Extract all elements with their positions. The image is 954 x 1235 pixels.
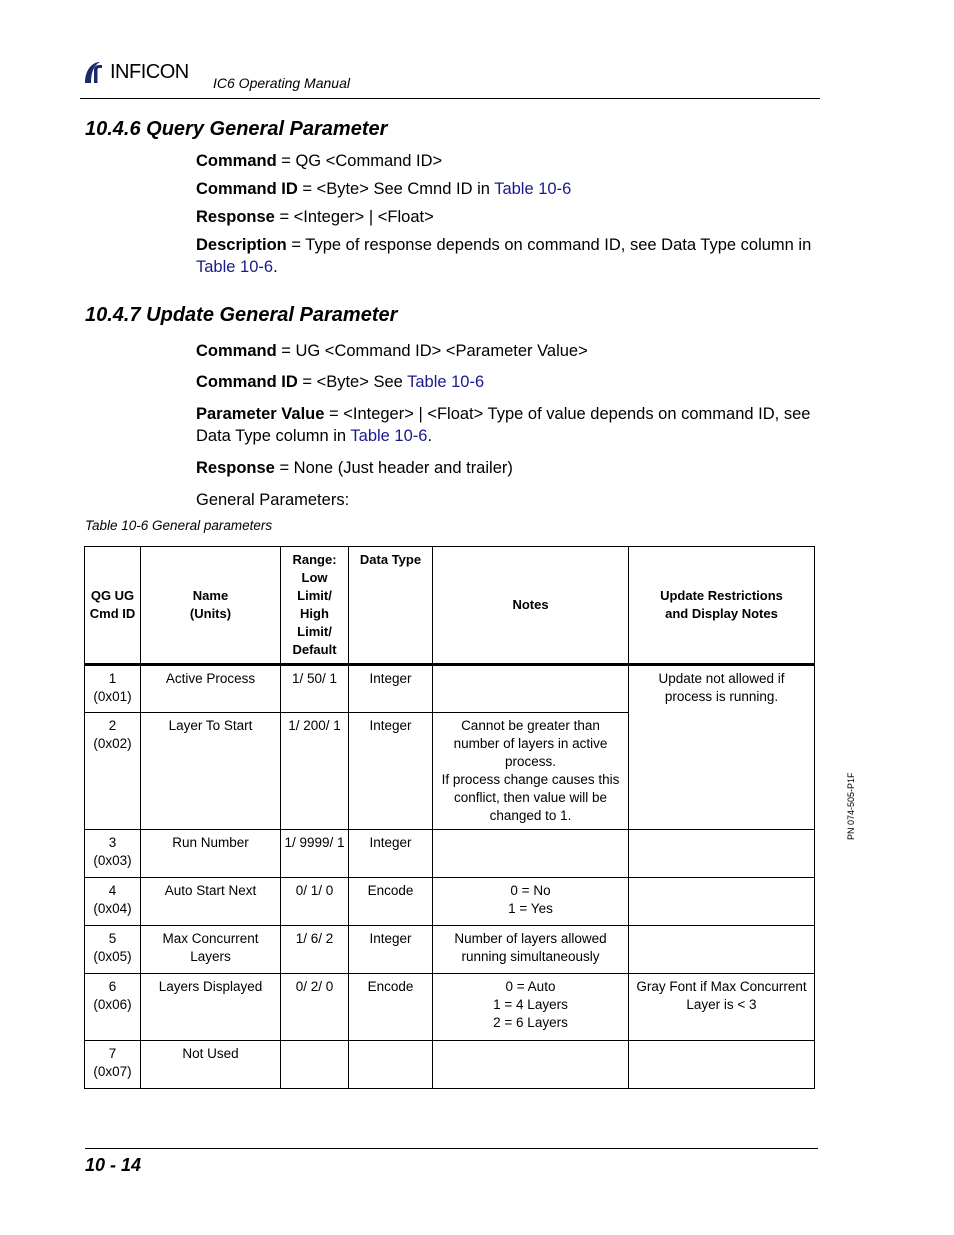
header-data-type: Data Type: [349, 547, 433, 665]
update-cmdid-line: [196, 371, 816, 393]
update-response-line: [196, 457, 816, 479]
label: Command ID: [196, 180, 298, 198]
table-row: [85, 878, 815, 926]
cell-data-type: Integer: [349, 830, 433, 878]
cell-name: Auto Start Next: [141, 878, 281, 926]
logo-text: INFICON: [110, 60, 189, 83]
cell-cmd-id: 4 (0x04): [85, 878, 141, 926]
label: Response: [196, 208, 275, 226]
header-notes: Notes: [433, 547, 629, 665]
cell-cmd-id: 6 (0x06): [85, 974, 141, 1041]
section-heading-update: 10.4.7 Update General Parameter: [85, 304, 398, 326]
manual-title: IC6 Operating Manual: [213, 75, 350, 91]
cell-data-type: Integer: [349, 926, 433, 974]
cell-cmd-id: 5 (0x05): [85, 926, 141, 974]
cell-data-type: [349, 1041, 433, 1089]
cell-range: 1/ 50/ 1: [281, 665, 349, 713]
cell-data-type: Encode: [349, 878, 433, 926]
table-row: [85, 926, 815, 974]
update-command-line: [196, 340, 816, 362]
query-description-line: [196, 234, 816, 278]
cell-range: 1/ 200/ 1: [281, 713, 349, 830]
cell-range: 0/ 2/ 0: [281, 974, 349, 1041]
cell-name: Layer To Start: [141, 713, 281, 830]
cell-notes: Number of layers allowed running simultaneously: [433, 926, 629, 974]
inficon-logo-icon: [82, 60, 108, 84]
text: = QG <Command ID>: [276, 152, 443, 170]
table-link[interactable]: Table 10-6: [196, 258, 274, 276]
cell-update-restrictions: [629, 1041, 815, 1089]
cell-update-restrictions: [629, 878, 815, 926]
cell-update-restrictions: [629, 830, 815, 878]
cell-cmd-id: 3 (0x03): [85, 830, 141, 878]
table-header-row: [85, 547, 815, 665]
cell-range: [281, 1041, 349, 1089]
cell-notes: [433, 830, 629, 878]
cell-data-type: Encode: [349, 974, 433, 1041]
label: Command: [196, 152, 277, 170]
text: = UG <Command ID> <Parameter Value>: [276, 342, 588, 360]
cell-notes: Cannot be greater than number of layers in active process. If process change causes this conflict, then value will be changed to 1.: [433, 713, 629, 830]
table-row: [85, 665, 815, 713]
table-link[interactable]: Table 10-6: [350, 427, 428, 445]
section-heading-query: 10.4.6 Query General Parameter: [85, 118, 388, 140]
cell-notes: 0 = Auto 1 = 4 Layers 2 = 6 Layers: [433, 974, 629, 1041]
footer-rule: [85, 1148, 818, 1149]
cell-notes: [433, 665, 629, 713]
query-response-line: [196, 206, 816, 228]
text: = <Integer> | <Float>: [274, 208, 434, 226]
header-range: Range: Low Limit/ High Limit/ Default: [281, 547, 349, 665]
header-name: Name (Units): [141, 547, 281, 665]
label: Command: [196, 342, 277, 360]
general-parameters-table: [84, 546, 815, 1089]
cell-data-type: Integer: [349, 665, 433, 713]
label: Description: [196, 236, 287, 254]
cell-range: 1/ 6/ 2: [281, 926, 349, 974]
text: = <Byte> See: [297, 373, 408, 391]
cell-update-restrictions: Gray Font if Max Concurrent Layer is < 3: [629, 974, 815, 1041]
cell-name: Layers Displayed: [141, 974, 281, 1041]
cell-update-restrictions: [629, 926, 815, 974]
table-row: [85, 1041, 815, 1089]
text-end: .: [427, 427, 433, 445]
general-parameters-label: General Parameters:: [196, 491, 350, 509]
cell-notes: 0 = No 1 = Yes: [433, 878, 629, 926]
header-update-restrictions: Update Restrictions and Display Notes: [629, 547, 815, 665]
label: Command ID: [196, 373, 298, 391]
page-number: 10 - 14: [85, 1155, 142, 1175]
label: Parameter Value: [196, 405, 325, 423]
header-cmd-id: QG UG Cmd ID: [85, 547, 141, 665]
part-number: PN 074-505-P1F: [846, 772, 856, 840]
cell-notes: [433, 1041, 629, 1089]
cell-update-restrictions: Update not allowed if process is running.: [629, 665, 815, 830]
text: = <Integer> | <Float> Type of value depends on command ID, see Data Type column in: [196, 405, 811, 445]
cell-name: Not Used: [141, 1041, 281, 1089]
table-row: [85, 974, 815, 1041]
update-param-line: [196, 403, 816, 447]
table-row: [85, 830, 815, 878]
cell-data-type: Integer: [349, 713, 433, 830]
query-cmdid-line: [196, 178, 816, 200]
query-command-line: [196, 150, 816, 172]
cell-range: 1/ 9999/ 1: [281, 830, 349, 878]
cell-cmd-id: 7 (0x07): [85, 1041, 141, 1089]
text: = Type of response depends on command ID, see Data Type column in: [286, 236, 812, 254]
cell-name: Max Concurrent Layers: [141, 926, 281, 974]
table-caption: Table 10-6 General parameters: [85, 518, 273, 533]
table-link[interactable]: Table 10-6: [407, 373, 485, 391]
header-rule: [80, 98, 820, 99]
text: = <Byte> See Cmnd ID in: [297, 180, 495, 198]
table-link[interactable]: Table 10-6: [494, 180, 572, 198]
cell-cmd-id: 2 (0x02): [85, 713, 141, 830]
inficon-logo: [82, 60, 189, 84]
cell-cmd-id: 1 (0x01): [85, 665, 141, 713]
cell-name: Active Process: [141, 665, 281, 713]
cell-range: 0/ 1/ 0: [281, 878, 349, 926]
label: Response: [196, 459, 275, 477]
cell-name: Run Number: [141, 830, 281, 878]
text-end: .: [273, 258, 278, 276]
text: = None (Just header and trailer): [274, 459, 513, 477]
